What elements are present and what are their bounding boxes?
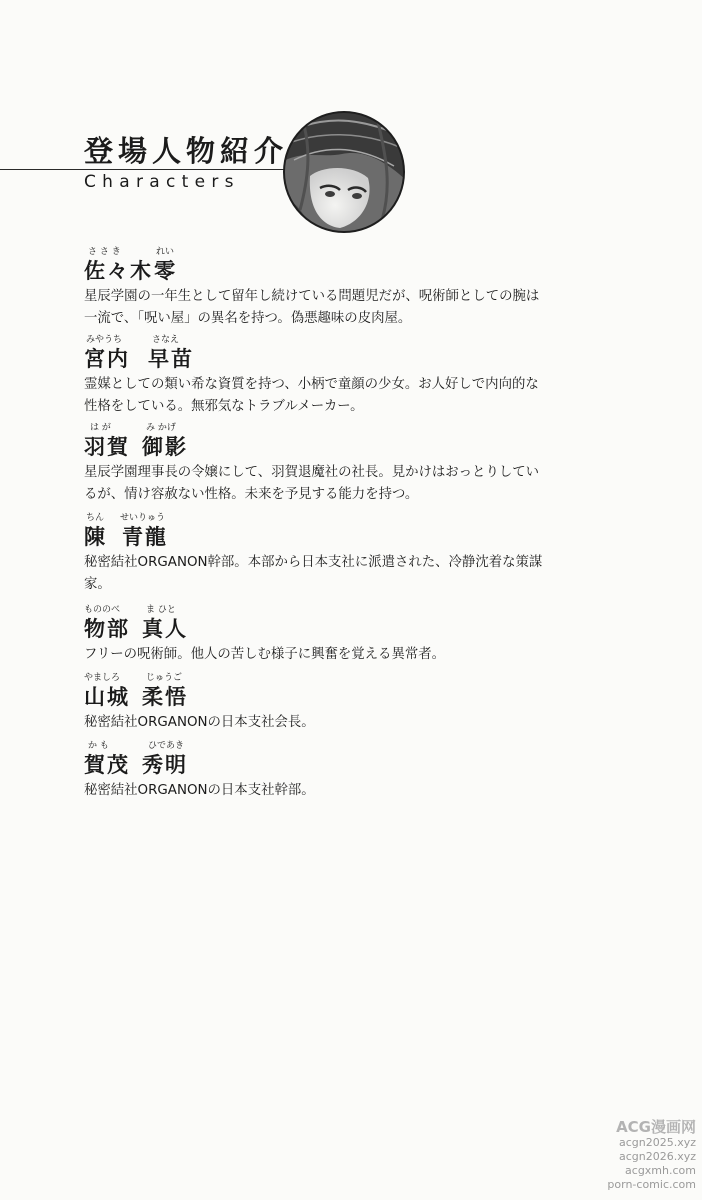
character-entry: [84, 246, 544, 330]
surname-reading: か も: [88, 741, 109, 751]
character-entry: [84, 604, 544, 666]
given-name: 柔悟: [142, 684, 188, 709]
given-reading: じゅうご: [146, 673, 183, 683]
character-entry: [84, 512, 544, 596]
character-description: 星辰学園の一年生として留年し続けている問題児だが、呪術師としての腕は一流で、「呪い屋」の異名を持つ。偽悪趣味の皮肉屋。: [84, 289, 540, 326]
header-rule: [0, 169, 300, 170]
character-entry: [84, 672, 544, 734]
character-entry: [84, 334, 544, 418]
surname: 陳: [84, 524, 107, 549]
surname: 羽賀: [84, 434, 130, 459]
name-reading: [84, 334, 544, 346]
surname-reading: みやうち: [86, 335, 123, 345]
name-reading: [84, 740, 544, 752]
character-name: [84, 524, 544, 549]
surname: 佐々木: [84, 258, 153, 283]
character-description: 秘密結社ORGANON幹部。本部から日本支社に派遣された、冷静沈着な策謀家。: [84, 555, 543, 592]
surname-reading: やましろ: [84, 673, 121, 683]
given-name: 真人: [142, 616, 188, 641]
watermark-url: acgxmh.com: [625, 1164, 696, 1177]
name-reading: [84, 512, 544, 524]
given-name: 早苗: [148, 346, 194, 371]
character-description: フリーの呪術師。他人の苦しむ様子に興奮を覚える異常者。: [84, 647, 446, 662]
given-reading: ま ひと: [146, 605, 176, 615]
given-reading: れい: [156, 247, 175, 257]
character-name: [84, 616, 544, 641]
surname-reading: さ さ き: [88, 247, 121, 257]
surname: 物部: [84, 616, 130, 641]
given-reading: み かげ: [146, 423, 176, 433]
name-reading: [84, 672, 544, 684]
given-name: 零: [154, 258, 177, 283]
character-description: 秘密結社ORGANONの日本支社会長。: [84, 715, 315, 730]
character-description: 霊媒としての類い希な資質を持つ、小柄で童顔の少女。お人好しで内向的な性格をしている。無邪気なトラブルメーカー。: [84, 377, 539, 414]
watermark: [586, 1118, 696, 1192]
surname-reading: は が: [90, 423, 111, 433]
given-name: 青龍: [122, 524, 168, 549]
watermark-url: porn-comic.com: [607, 1178, 696, 1191]
given-reading: さなえ: [152, 335, 180, 345]
character-name: [84, 346, 544, 371]
name-reading: [84, 246, 544, 258]
watermark-url: acgn2025.xyz: [618, 1136, 696, 1149]
surname: 宮内: [84, 346, 130, 371]
portrait-illustration: [282, 110, 406, 234]
character-name: [84, 752, 544, 777]
character-name: [84, 258, 544, 283]
given-name: 秀明: [142, 752, 188, 777]
page-subtitle: Characters: [84, 172, 240, 192]
character-entry: [84, 422, 544, 506]
surname-reading: ちん: [86, 513, 105, 523]
surname-reading: もののべ: [84, 605, 121, 615]
given-reading: せいりゅう: [120, 513, 166, 523]
character-description: 星辰学園理事長の令嬢にして、羽賀退魔社の社長。見かけはおっとりしているが、情け容赦ない性格。未来を予見する能力を持つ。: [84, 465, 540, 502]
page-title: 登場人物紹介: [84, 134, 289, 168]
name-reading: [84, 422, 544, 434]
surname: 賀茂: [84, 752, 130, 777]
character-name: [84, 434, 544, 459]
character-name: [84, 684, 544, 709]
name-reading: [84, 604, 544, 616]
given-name: 御影: [142, 434, 188, 459]
given-reading: ひであき: [148, 741, 185, 751]
surname: 山城: [84, 684, 130, 709]
character-description: 秘密結社ORGANONの日本支社幹部。: [84, 783, 315, 798]
watermark-url: acgn2026.xyz: [618, 1150, 696, 1163]
watermark-logo: ACG漫画网: [616, 1118, 696, 1136]
character-entry: [84, 740, 544, 802]
